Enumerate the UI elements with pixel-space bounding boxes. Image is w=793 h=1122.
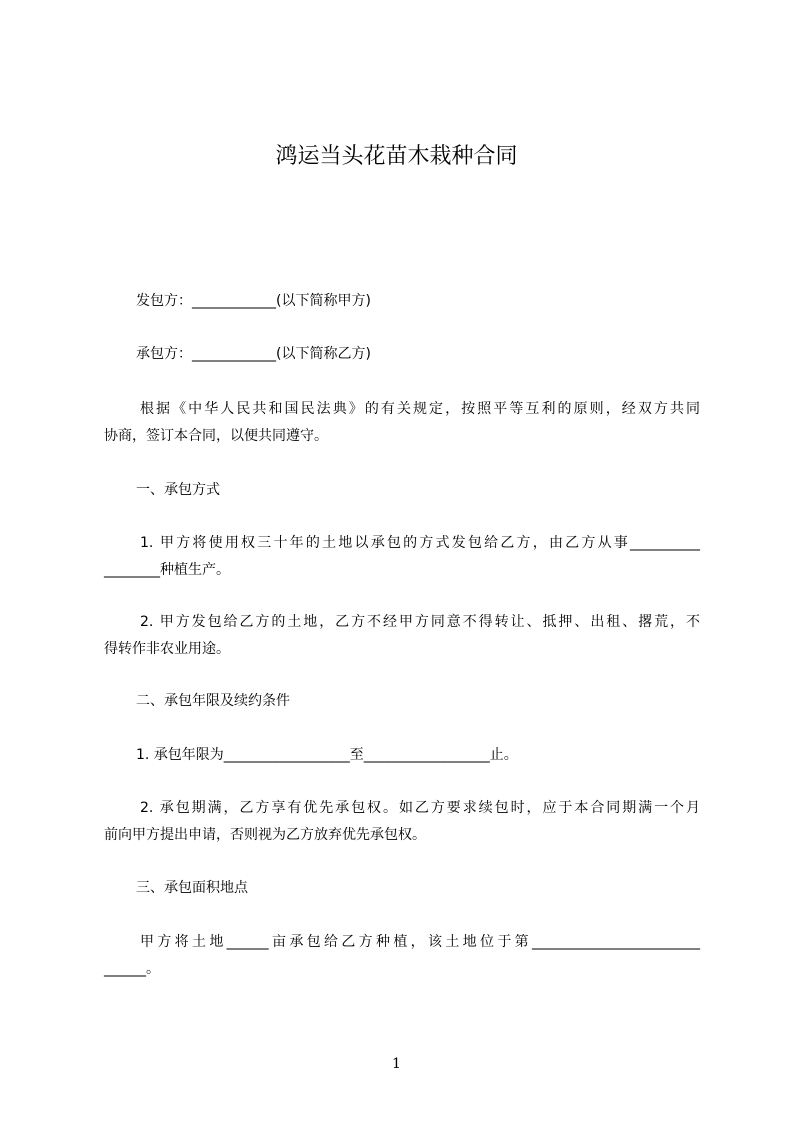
- clause-3-line-1: 甲方将土地______亩承包给乙方种植，该土地位于第________________________: [140, 934, 700, 950]
- clause-1-1-line-2: ________种植生产。: [104, 562, 230, 578]
- clause-2-2-line-2: 前向甲方提出申请，否则视为乙方放弃优先承包权。: [104, 827, 426, 843]
- document-title: 鸿运当头花苗木栽种合同: [275, 144, 518, 169]
- page-number: 1: [392, 1056, 401, 1072]
- clause-2-2-line-1: 2. 承包期满，乙方享有优先承包权。如乙方要求续包时，应于本合同期满一个月: [140, 800, 700, 816]
- clause-1-2-line-2: 得转作非农业用途。: [104, 641, 230, 657]
- clause-3-line-2: ______。: [104, 961, 160, 977]
- section-heading-1: 一、承包方式: [136, 482, 220, 498]
- section-heading-2: 二、承包年限及续约条件: [136, 693, 290, 709]
- clause-2-1: 1. 承包年限为__________________至__________________止。: [136, 747, 518, 763]
- preamble-line-1: 根据《中华人民共和国民法典》的有关规定，按照平等互利的原则，经双方共同: [140, 401, 700, 417]
- party-b-line: 承包方：____________(以下简称乙方): [136, 346, 371, 362]
- party-a-line: 发包方：____________(以下简称甲方): [136, 293, 371, 309]
- section-heading-3: 三、承包面积地点: [136, 880, 248, 896]
- clause-1-2-line-1: 2. 甲方发包给乙方的土地，乙方不经甲方同意不得转让、抵押、出租、撂荒，不: [140, 614, 700, 630]
- preamble-line-2: 协商，签订本合同，以便共同遵守。: [104, 428, 328, 444]
- clause-1-1-line-1: 1. 甲方将使用权三十年的土地以承包的方式发包给乙方，由乙方从事__________: [140, 535, 700, 551]
